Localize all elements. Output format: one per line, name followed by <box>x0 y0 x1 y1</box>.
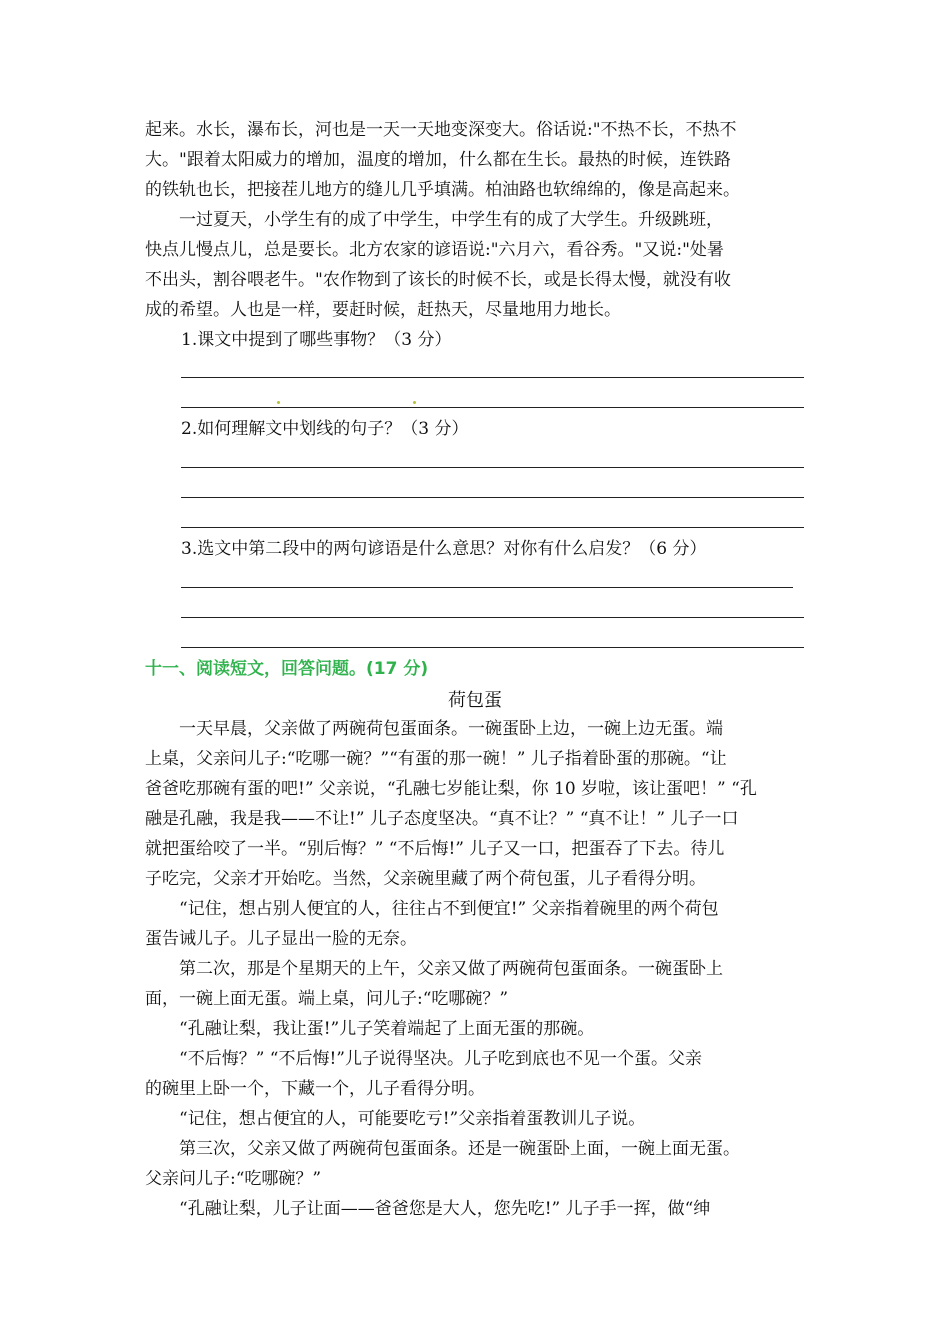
passage1-line: 的铁轨也长，把接茬儿地方的缝儿几乎填满。柏油路也软绵绵的，像是高起来。 <box>145 180 740 200</box>
passage1-line: 不出头，割谷喂老牛。"农作物到了该长的时候不长，或是长得太慢，就没有收 <box>145 270 731 290</box>
section-heading: 十一、阅读短文，回答问题。(17 分) <box>145 659 429 679</box>
story-line: 第二次，那是个星期天的上午，父亲又做了两碗荷包蛋面条。一碗蛋卧上 <box>145 959 723 979</box>
story-line: 面，一碗上面无蛋。端上桌，问儿子:“吃哪碗？” <box>145 989 509 1009</box>
passage1-line: 大。"跟着太阳威力的增加，温度的增加，什么都在生长。最热的时候，连铁路 <box>145 150 731 170</box>
passage1-line: 起来。水长，瀑布长，河也是一天一天地变深变大。俗话说:"不热不长，不热不 <box>145 120 737 140</box>
answer-line[interactable] <box>181 647 804 648</box>
story-line: “孔融让梨，儿子让面——爸爸您是大人，您先吃!” 儿子手一挥，做“绅 <box>145 1199 711 1219</box>
passage1-line: 成的希望。人也是一样，要赶时候，赶热天，尽量地用力地长。 <box>145 300 621 320</box>
story-line: “不后悔？” “不后悔!”儿子说得坚决。儿子吃到底也不见一个蛋。父亲 <box>145 1049 702 1069</box>
story-line: 爸爸吃那碗有蛋的吧!” 父亲说，“孔融七岁能让梨，你 10 岁啦，该让蛋吧！” “孔 <box>145 779 757 799</box>
answer-line[interactable] <box>181 587 793 588</box>
story-line: “记住，想占便宜的人，可能要吃亏!”父亲指着蛋教训儿子说。 <box>145 1109 646 1129</box>
ink-speck <box>277 401 280 404</box>
story-line: 蛋告诫儿子。儿子显出一脸的无奈。 <box>145 929 417 949</box>
story-line: “孔融让梨，我让蛋!”儿子笑着端起了上面无蛋的那碗。 <box>145 1019 595 1039</box>
story-line: 的碗里上卧一个，下藏一个，儿子看得分明。 <box>145 1079 485 1099</box>
passage1-line: 快点儿慢点儿，总是要长。北方农家的谚语说:"六月六，看谷秀。"又说:"处暑 <box>145 240 724 260</box>
question-2: 2.如何理解文中划线的句子？（3 分） <box>181 419 469 439</box>
story-line: 就把蛋给咬了一半。“别后悔？” “不后悔!” 儿子又一口，把蛋吞了下去。待儿 <box>145 839 725 859</box>
question-3: 3.选文中第二段中的两句谚语是什么意思？对你有什么启发？（6 分） <box>181 539 707 559</box>
answer-line[interactable] <box>181 467 804 468</box>
story-line: “记住，想占别人便宜的人，往往占不到便宜!” 父亲指着碗里的两个荷包 <box>145 899 719 919</box>
answer-line[interactable] <box>181 377 804 378</box>
answer-line[interactable] <box>181 617 804 618</box>
answer-line[interactable] <box>181 497 804 498</box>
answer-line[interactable] <box>181 527 804 528</box>
story-line: 上桌，父亲问儿子:“吃哪一碗？”“有蛋的那一碗！” 儿子指着卧蛋的那碗。“让 <box>145 749 727 769</box>
story-line: 第三次，父亲又做了两碗荷包蛋面条。还是一碗蛋卧上面，一碗上面无蛋。 <box>145 1139 740 1159</box>
story-title: 荷包蛋 <box>448 690 502 711</box>
story-line: 融是孔融，我是我——不让!” 儿子态度坚决。“真不让？” “真不让！” 儿子一口 <box>145 809 739 829</box>
ink-speck <box>413 401 416 404</box>
question-1: 1.课文中提到了哪些事物？（3 分） <box>181 330 452 350</box>
story-line: 一天早晨，父亲做了两碗荷包蛋面条。一碗蛋卧上边，一碗上边无蛋。端 <box>145 719 723 739</box>
story-line: 父亲问儿子:“吃哪碗？” <box>145 1169 322 1189</box>
passage1-line: 一过夏天，小学生有的成了中学生，中学生有的成了大学生。升级跳班， <box>145 210 723 230</box>
answer-line[interactable] <box>181 407 804 408</box>
story-line: 子吃完，父亲才开始吃。当然，父亲碗里藏了两个荷包蛋，儿子看得分明。 <box>145 869 706 889</box>
